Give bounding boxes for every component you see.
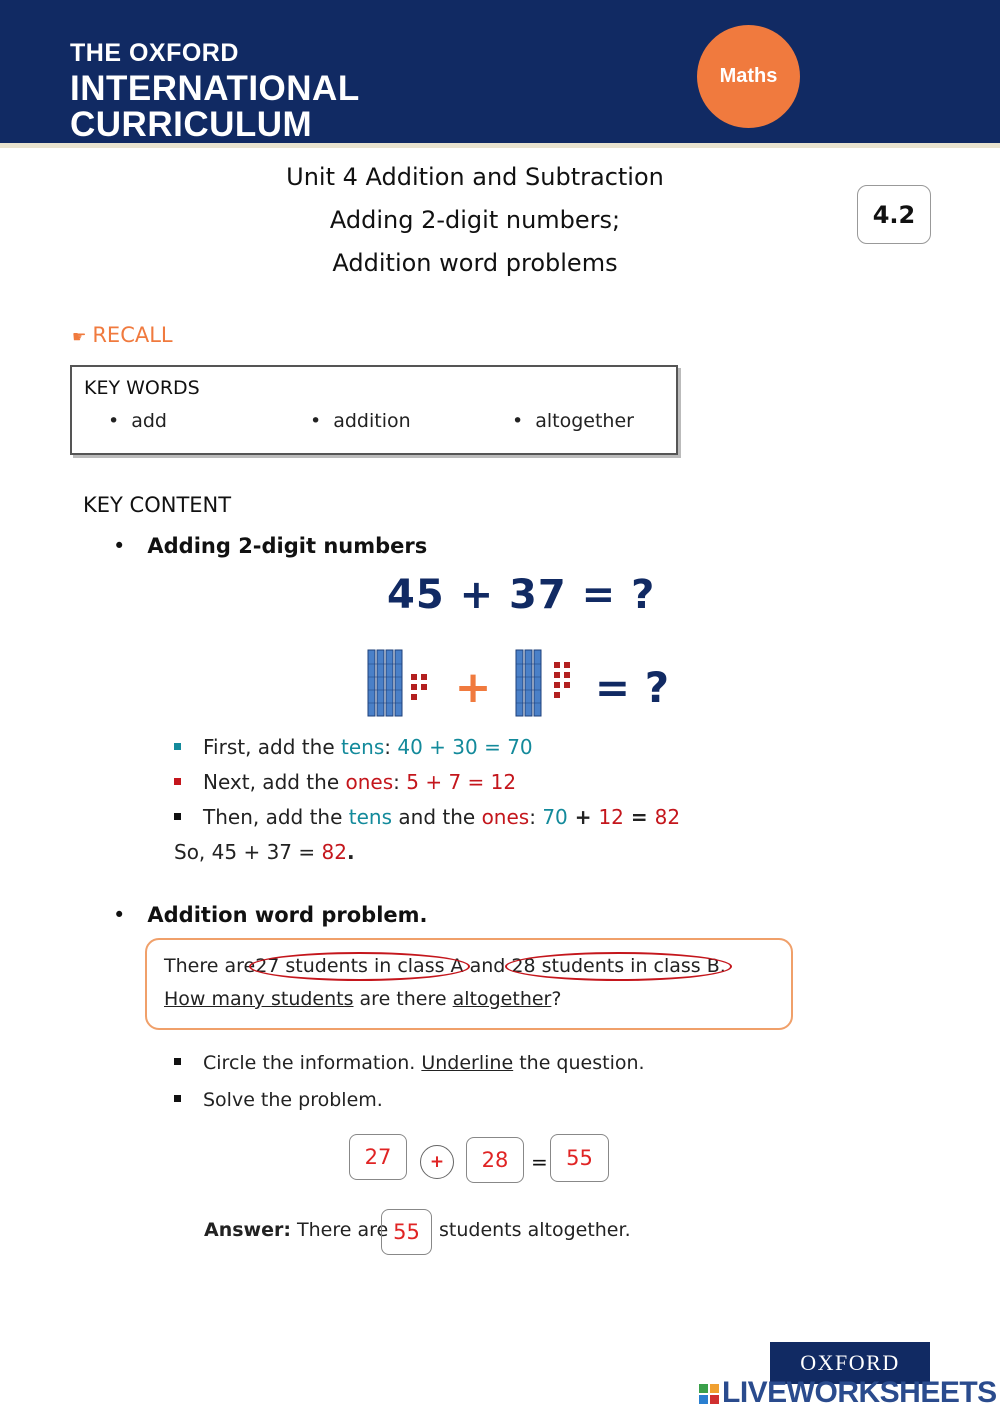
- problem-text: There are: [164, 955, 256, 977]
- lesson-title-line-1: Adding 2-digit numbers;: [329, 206, 621, 234]
- equals-question: = ?: [594, 663, 670, 712]
- separator: :: [384, 735, 398, 759]
- answer-label: Answer:: [204, 1219, 291, 1241]
- underlined-question: How many students: [164, 988, 354, 1010]
- key-words-title: KEY WORDS: [84, 377, 200, 399]
- key-word-item: • add: [108, 410, 167, 432]
- step-text: and the: [392, 805, 482, 829]
- separator: :: [393, 770, 407, 794]
- answer-text: There are: [290, 1219, 389, 1241]
- problem-text: and: [463, 955, 512, 977]
- step-combine: [174, 805, 680, 829]
- answer-post-text: students altogether.: [439, 1219, 631, 1241]
- word-problem-box: [145, 938, 793, 1030]
- base-ten-blocks-illustration: [362, 644, 672, 724]
- ones-word: ones: [481, 805, 530, 829]
- final-sum: 82: [654, 805, 681, 829]
- addend-box-2[interactable]: 28: [466, 1137, 524, 1183]
- conclusion-result: 82: [321, 840, 347, 864]
- problem-text: are there: [353, 988, 453, 1010]
- bullet-square-icon: [174, 1095, 181, 1102]
- instruction-text: the question.: [513, 1052, 645, 1074]
- tens-total: 70: [542, 805, 568, 829]
- circled-info-class-a: [255, 955, 463, 977]
- instruction-text: Circle the information.: [203, 1052, 422, 1074]
- watermark-text: LIVEWORKSHEETS: [722, 1376, 997, 1409]
- period: .: [346, 840, 355, 864]
- bullet-square-icon: [174, 743, 181, 750]
- ones-cubes-7: [554, 662, 570, 698]
- bullet-square-icon: [174, 1058, 181, 1065]
- section-heading-word-problem: • Addition word problem.: [113, 903, 428, 927]
- step-tens: [174, 735, 533, 759]
- lesson-title-line-2: Addition word problems: [332, 249, 618, 277]
- section-heading-adding: • Adding 2-digit numbers: [113, 534, 427, 558]
- step-text: First, add the: [203, 735, 341, 759]
- problem-line-1: [164, 955, 726, 977]
- plus-operator: +: [420, 1145, 454, 1179]
- brand-line-3: CURRICULUM: [70, 105, 313, 144]
- key-content-heading: KEY CONTENT: [83, 493, 232, 517]
- subject-badge: Maths: [697, 25, 800, 128]
- underlined-keyword: altogether: [452, 988, 552, 1010]
- instruction-solve: [174, 1089, 383, 1111]
- tens-word: tens: [348, 805, 393, 829]
- brand-line-1: THE OXFORD: [70, 39, 239, 67]
- plus-symbol: +: [567, 805, 599, 829]
- info-text: 28 students in class B.: [511, 955, 726, 977]
- conclusion-text: So, 45 + 37 =: [174, 840, 322, 864]
- equals-sign: =: [531, 1150, 548, 1174]
- circled-info-class-b: [511, 955, 725, 977]
- pointing-hand-icon: ☛: [72, 327, 87, 346]
- separator: :: [529, 805, 543, 829]
- ones-sum: 5 + 7 = 12: [406, 770, 517, 794]
- step-text: Next, add the: [203, 770, 346, 794]
- tens-word: tens: [341, 735, 385, 759]
- answer-sentence: [204, 1219, 388, 1241]
- unit-title: Unit 4 Addition and Subtraction: [286, 163, 664, 191]
- addend-box-1[interactable]: 27: [349, 1134, 407, 1180]
- step-ones: [174, 770, 516, 794]
- answer-box[interactable]: 55: [381, 1209, 432, 1255]
- instruction-text: Solve the problem.: [203, 1089, 383, 1111]
- key-word-item: • addition: [310, 410, 411, 432]
- plus-sign: +: [454, 662, 492, 713]
- recall-label: RECALL: [92, 323, 173, 347]
- recall-heading: [72, 323, 173, 347]
- brand-line-2: INTERNATIONAL: [70, 69, 360, 108]
- red-circle-mark: [249, 952, 469, 981]
- question-mark: ?: [551, 988, 562, 1010]
- bullet-square-icon: [174, 813, 181, 820]
- liveworksheets-watermark: [698, 1376, 997, 1410]
- ones-cubes-5: [411, 674, 427, 700]
- key-words-box: [70, 365, 678, 455]
- problem-line-2: [164, 988, 561, 1010]
- tens-rods-45: [368, 650, 402, 716]
- unit-number-badge: 4.2: [857, 185, 931, 244]
- tens-rods-37: [516, 650, 541, 716]
- tens-sum: 40 + 30 = 70: [397, 735, 533, 759]
- example-equation: 45 + 37 = ?: [387, 572, 656, 618]
- red-circle-mark: [505, 952, 731, 981]
- info-text: 27 students in class A: [255, 955, 464, 977]
- oxford-curriculum-logo: [70, 32, 360, 143]
- underline-word: Underline: [421, 1052, 514, 1074]
- ones-total: 12: [598, 805, 624, 829]
- key-word-item: • altogether: [512, 410, 634, 432]
- instruction-circle-underline: [174, 1052, 645, 1074]
- bullet-square-icon: [174, 778, 181, 785]
- step-text: Then, add the: [203, 805, 349, 829]
- equals-symbol: =: [623, 805, 655, 829]
- ones-word: ones: [345, 770, 394, 794]
- oxford-publisher-logo: OXFORD: [770, 1342, 930, 1384]
- liveworksheets-logo-icon: [698, 1383, 720, 1405]
- conclusion: [174, 840, 355, 864]
- sum-box[interactable]: 55: [550, 1134, 609, 1182]
